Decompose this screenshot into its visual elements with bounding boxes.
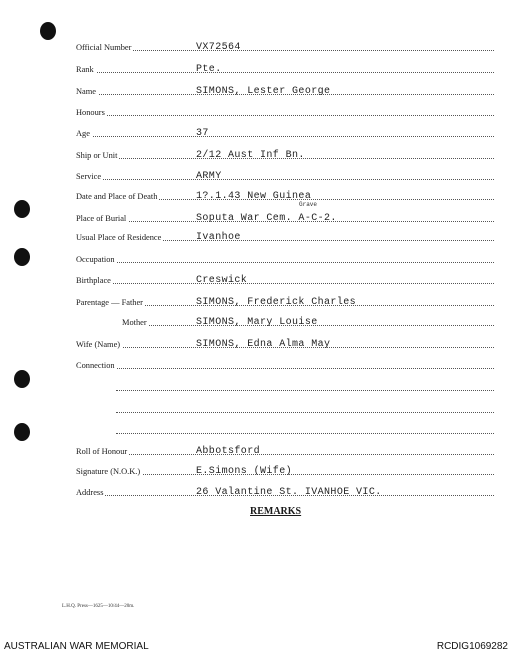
row-mother: [76, 312, 494, 328]
connection-label: Connection: [76, 361, 115, 370]
row-ship-or-unit: [76, 145, 494, 161]
row-age: [76, 123, 494, 139]
official-number-label: Official Number: [76, 43, 132, 52]
wife-value: SIMONS, Edna Alma May: [196, 339, 331, 350]
signature-value: E.Simons (Wife): [196, 466, 293, 477]
punch-hole: [14, 423, 30, 441]
service-label: Service: [76, 172, 102, 181]
row-birthplace: [76, 270, 494, 286]
row-service: [76, 166, 494, 182]
connection-line: [76, 377, 494, 393]
row-wife: [76, 334, 494, 350]
punch-hole: [40, 22, 56, 40]
address-value: 26 Valantine St. IVANHOE VIC.: [196, 487, 382, 498]
row-honours: [76, 102, 494, 118]
row-roll-of-honour: [76, 441, 494, 457]
connection-line: [76, 420, 494, 436]
service-value: ARMY: [196, 171, 222, 182]
row-name: [76, 81, 494, 97]
row-rank: [76, 59, 494, 75]
usual-residence-label: Usual Place of Residence: [76, 233, 162, 242]
dotted-line: [116, 390, 494, 391]
dotted-line: [76, 72, 494, 73]
age-label: Age: [76, 129, 90, 138]
father-value: SIMONS, Frederick Charles: [196, 297, 357, 308]
honours-label: Honours: [76, 108, 105, 117]
dotted-line: [76, 454, 494, 455]
address-label: Address: [76, 488, 104, 497]
row-connection: [76, 355, 494, 371]
rank-label: Rank: [76, 65, 94, 74]
place-of-burial-label: Place of Burial: [76, 214, 127, 223]
dotted-line: [76, 262, 494, 263]
row-signature: [76, 461, 494, 477]
print-line: L.H.Q. Press—1625—10/44—20m.: [62, 604, 135, 609]
birthplace-value: Creswick: [196, 275, 248, 286]
dotted-line: [76, 50, 494, 51]
date-place-death-label: Date and Place of Death: [76, 192, 158, 201]
roll-of-honour-label: Roll of Honour: [76, 447, 128, 456]
mother-label: Mother: [122, 318, 147, 327]
name-label: Name: [76, 87, 96, 96]
usual-residence-value: Ivanhoe: [196, 232, 241, 243]
ship-or-unit-label: Ship or Unit: [76, 151, 118, 160]
punch-hole: [14, 248, 30, 266]
footer-institution: AUSTRALIAN WAR MEMORIAL: [4, 641, 149, 652]
row-address: [76, 482, 494, 498]
punch-hole: [14, 370, 30, 388]
connection-line: [76, 399, 494, 415]
father-label: Parentage — Father: [76, 298, 143, 307]
mother-value: SIMONS, Mary Louise: [196, 317, 318, 328]
dotted-line: [76, 179, 494, 180]
birthplace-label: Birthplace: [76, 276, 111, 285]
archive-footer: [0, 641, 514, 654]
punch-hole: [14, 200, 30, 218]
dotted-line: [76, 368, 494, 369]
age-value: 37: [196, 128, 209, 139]
official-number-value: VX72564: [196, 42, 241, 53]
place-of-burial-value: Soputa War Cem. A-C-2.: [196, 213, 337, 224]
ship-or-unit-value: 2/12 Aust Inf Bn.: [196, 150, 305, 161]
dotted-line: [76, 115, 494, 116]
footer-record-id: RCDIG1069282: [436, 641, 508, 652]
roll-of-honour-value: Abbotsford: [196, 446, 261, 457]
occupation-label: Occupation: [76, 255, 115, 264]
dotted-line: [76, 283, 494, 284]
dotted-line: [116, 412, 494, 413]
row-official-number: [76, 37, 494, 53]
signature-label: Signature (N.O.K.): [76, 467, 141, 476]
dotted-line: [116, 433, 494, 434]
date-place-death-value: 1?.1.43 New Guinea: [196, 191, 312, 202]
rank-value: Pte.: [196, 64, 222, 75]
grave-annotation: Grave: [299, 201, 318, 208]
name-value: SIMONS, Lester George: [196, 86, 331, 97]
row-usual-residence: [76, 227, 494, 243]
wife-label: Wife (Name): [76, 340, 121, 349]
row-date-place-death: [76, 186, 494, 202]
dotted-line: [76, 136, 494, 137]
remarks-heading: REMARKS: [250, 506, 302, 517]
row-place-of-burial: [76, 201, 494, 224]
row-occupation: [76, 249, 494, 265]
row-father: [76, 292, 494, 308]
